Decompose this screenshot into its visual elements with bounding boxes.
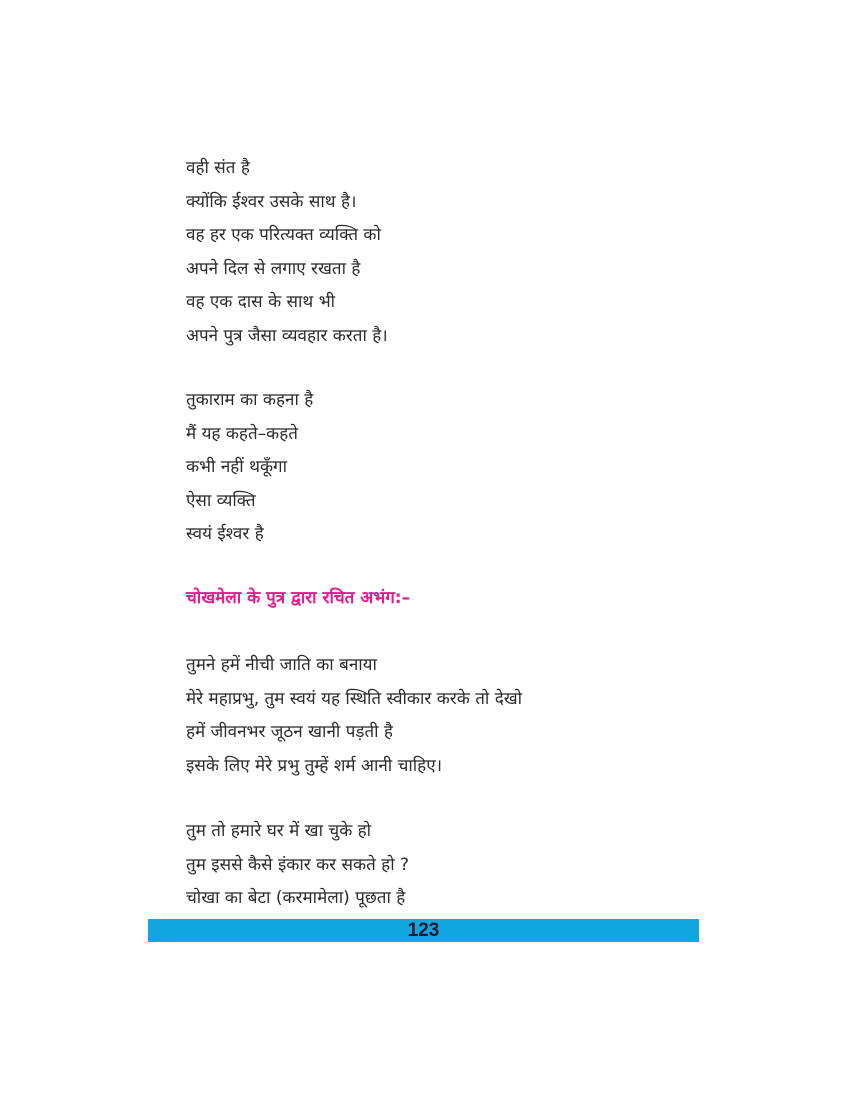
poem-line: वही संत है (186, 158, 250, 178)
poem-line: तुम तो हमारे घर में खा चुके हो (186, 821, 372, 841)
poem-line: तुम इससे कैसे इंकार कर सकते हो ? (186, 854, 410, 875)
poem-line: हमें जीवनभर जूठन खानी पड़ती है (186, 722, 393, 742)
page-footer-bar (148, 919, 699, 942)
poem-line: कभी नहीं थकूँगा (186, 457, 287, 477)
poem-line: स्वयं ईश्वर है (186, 524, 264, 544)
poem-line: अपने पुत्र जैसा व्यवहार करता है। (186, 325, 388, 346)
poem-line: वह एक दास के साथ भी (186, 292, 336, 312)
poem-line: इसके लिए मेरे प्रभु तुम्हें शर्म आनी चाहिए। (186, 755, 443, 776)
poem-line: वह हर एक परित्यक्त व्यक्ति को (186, 225, 381, 245)
page-number: 123 (407, 920, 440, 941)
poem-stanza-2 (186, 384, 313, 552)
poem-line: अपने दिल से लगाए रखता है (186, 258, 361, 279)
poem-line: ऐसा व्यक्ति (186, 490, 256, 511)
poem-line: मैं यह कहते–कहते (186, 423, 298, 444)
poem-line: तुकाराम का कहना है (186, 390, 314, 410)
poem-line: क्योंकि ईश्वर उसके साथ है। (186, 191, 357, 212)
poem-stanza-1 (186, 152, 388, 353)
poem-line: चोखा का बेटा (करमामेला) पूछता है (186, 888, 406, 908)
poem-line: मेरे महाप्रभु, तुम स्वयं यह स्थिति स्वीकार करके तो देखो (186, 688, 523, 709)
section-heading: चोखमेला के पुत्र द्वारा रचित अभंग:– (186, 588, 411, 608)
poem-stanza-4 (186, 815, 409, 916)
poem-stanza-3 (186, 649, 522, 783)
poem-line: तुमने हमें नीची जाति का बनाया (186, 655, 377, 675)
